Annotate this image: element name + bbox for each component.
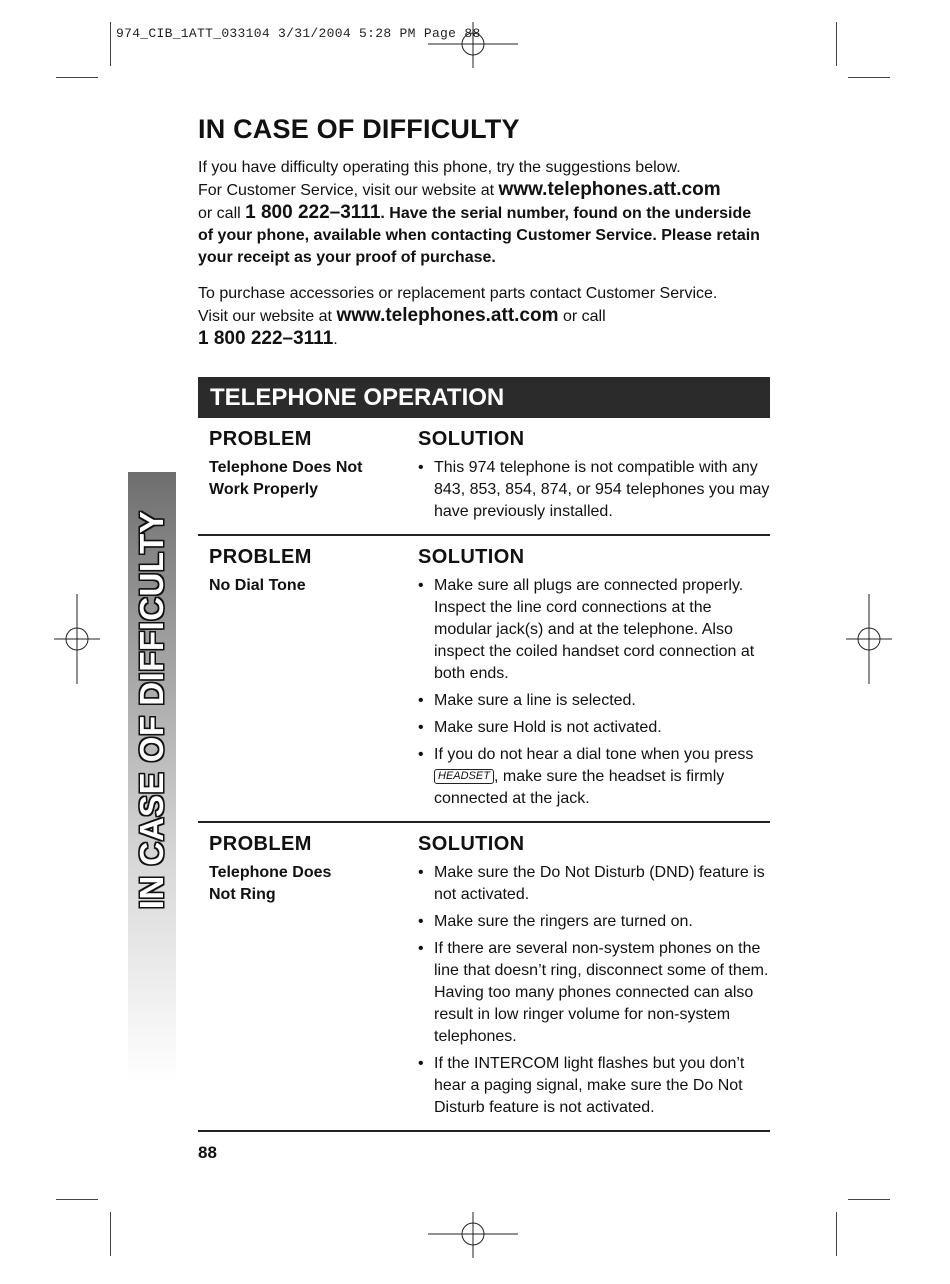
website-link[interactable]: www.telephones.att.com: [336, 305, 559, 326]
solution-list: [418, 457, 770, 523]
registration-mark-icon: [428, 1212, 518, 1258]
solution-item: • If there are several non-system phones on the line that doesn’t ring, disconnect some of them. Having too many phones connected can also result in low ringer volume for non-system telephones.: [418, 938, 770, 1048]
problem-label: PROBLEM: [209, 546, 312, 568]
solution-item: • If the INTERCOM light flashes but you don’t hear a paging signal, make sure the Do Not Disturb feature is not activated.: [418, 1053, 770, 1119]
accessories-paragraph: [198, 283, 770, 351]
crop-mark: [836, 1212, 837, 1256]
solution-text: If you do not hear a dial tone when you press: [434, 746, 754, 763]
solution-item: [418, 744, 770, 810]
solution-item: • Make sure a line is selected.: [418, 690, 770, 712]
solution-item: • This 974 telephone is not compatible with any 843, 853, 854, 874, or 954 telephones you may have previously installed.: [418, 457, 770, 523]
crop-mark: [848, 77, 890, 78]
intro-paragraph: [198, 157, 770, 269]
intro-line: or call: [198, 205, 246, 222]
problem-label: PROBLEM: [209, 833, 312, 855]
accessories-line: To purchase accessories or replacement parts contact Customer Service.: [198, 285, 718, 302]
print-slug: 974_CIB_1ATT_033104 3/31/2004 5:28 PM Page 88: [116, 26, 481, 41]
crop-mark: [56, 1199, 98, 1200]
solution-item: • Make sure all plugs are connected properly. Inspect the line cord connections at the modular jack(s) and at the telephone. Also inspect the coiled handset cord connection at both ends.: [418, 575, 770, 685]
problem-title: Telephone Does Not Ring: [209, 864, 332, 903]
intro-line: If you have difficulty operating this phone, try the suggestions below.: [198, 159, 681, 176]
registration-mark-icon: [846, 594, 892, 684]
problem-title: Telephone Does Not Work Properly: [209, 459, 363, 498]
intro-line: For Customer Service, visit our website at: [198, 182, 499, 199]
accessories-line: or call: [558, 308, 606, 325]
solution-label: SOLUTION: [418, 428, 525, 450]
registration-mark-icon: [54, 594, 100, 684]
solution-item: • Make sure Hold is not activated.: [418, 717, 770, 739]
solution-label: SOLUTION: [418, 833, 525, 855]
crop-mark: [848, 1199, 890, 1200]
page-number: 88: [198, 1143, 217, 1162]
problem-row: [198, 823, 770, 1132]
crop-mark: [110, 22, 111, 66]
solution-list: [418, 862, 770, 1119]
section-header: TELEPHONE OPERATION: [198, 377, 770, 418]
solution-label: SOLUTION: [418, 546, 525, 568]
punctuation: .: [333, 331, 338, 348]
solution-item: • Make sure the ringers are turned on.: [418, 911, 770, 933]
website-link[interactable]: www.telephones.att.com: [498, 179, 721, 200]
solution-item: • Make sure the Do Not Disturb (DND) feature is not activated.: [418, 862, 770, 906]
solution-text: , make sure the headset is firmly connected at the jack.: [434, 768, 725, 807]
phone-number: 1 800 222–3111: [245, 202, 381, 223]
side-tab-label: IN CASE OF DIFFICULTY: [133, 510, 170, 910]
main-content: [198, 114, 770, 1132]
solution-list: [418, 575, 770, 810]
crop-mark: [110, 1212, 111, 1256]
crop-mark: [56, 77, 98, 78]
problem-title: No Dial Tone: [209, 577, 306, 594]
registration-mark-icon: [428, 22, 518, 68]
headset-key-icon: HEADSET: [434, 769, 494, 784]
phone-number: 1 800 222–3111: [198, 328, 334, 349]
accessories-line: Visit our website at: [198, 308, 337, 325]
crop-mark: [836, 22, 837, 66]
serial-note: . Have the serial number, found on the underside of your phone, available when contacting Customer Service. Please retain your receipt as your proof of purchase.: [198, 205, 760, 266]
problem-row: [198, 418, 770, 536]
problem-label: PROBLEM: [209, 428, 312, 450]
problem-row: [198, 536, 770, 823]
page-title: IN CASE OF DIFFICULTY: [198, 114, 520, 144]
